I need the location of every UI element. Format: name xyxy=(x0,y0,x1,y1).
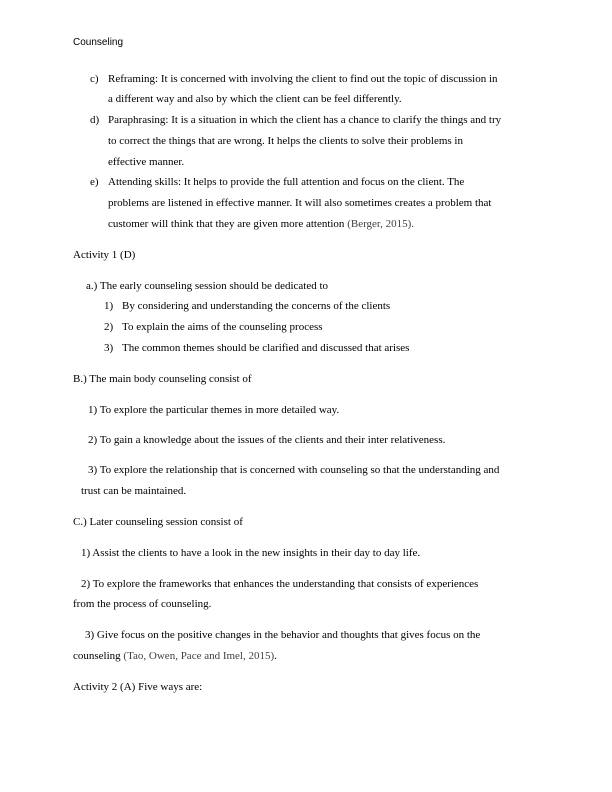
a-item3-num: 3) xyxy=(104,342,114,354)
section-a-label: a.) The early counseling session should be dedicated to xyxy=(86,280,329,292)
b-point3-line1: 3) To explore the relationship that is concerned with counseling so that the understanding and xyxy=(88,464,500,476)
section-b-label: B.) The main body counseling consist of xyxy=(73,373,252,385)
b-point1: 1) To explore the particular themes in more detailed way. xyxy=(88,404,340,416)
list-marker-e: e) xyxy=(90,176,99,188)
a-item2-num: 2) xyxy=(104,321,114,333)
c-point2-line2: from the process of counseling. xyxy=(73,598,212,610)
a-item1-text: By considering and understanding the concerns of the clients xyxy=(122,300,391,312)
c-point3-line1: 3) Give focus on the positive changes in the behavior and thoughts that gives focus on the xyxy=(85,629,481,641)
c-point3-end: . xyxy=(274,650,277,662)
item-c-line2: a different way and also by which the client can be feel differently. xyxy=(108,93,402,105)
b-point2: 2) To gain a knowledge about the issues of the clients and their inter relativeness. xyxy=(88,434,446,446)
item-d-line3: effective manner. xyxy=(108,156,185,168)
a-item3-text: The common themes should be clarified and discussed that arises xyxy=(122,342,410,354)
item-e-line3 xyxy=(108,217,414,231)
activity2-heading: Activity 2 (A) Five ways are: xyxy=(73,681,203,693)
list-marker-d: d) xyxy=(90,114,100,126)
item-c-line1: Reframing: It is concerned with involving the client to find out the topic of discussion in xyxy=(108,73,498,85)
list-marker-c: c) xyxy=(90,73,99,85)
a-item2-text: To explain the aims of the counseling process xyxy=(122,321,323,333)
citation-berger: (Berger, 2015). xyxy=(347,218,415,230)
a-item1-num: 1) xyxy=(104,300,114,312)
section-c-label: C.) Later counseling session consist of xyxy=(73,516,243,528)
running-header: Counseling xyxy=(73,37,124,48)
c-point3-line2-text: counseling xyxy=(73,650,124,662)
c-point2-line1: 2) To explore the frameworks that enhances the understanding that consists of experiences xyxy=(81,578,479,590)
item-e-line3-text: customer will think that they are given more attention xyxy=(108,218,348,230)
item-e-line1: Attending skills: It helps to provide the full attention and focus on the client. The xyxy=(108,176,465,188)
item-e-line2: problems are listened in effective manner. It will also sometimes creates a problem that xyxy=(108,197,492,209)
item-d-line2: to correct the things that are wrong. It helps the clients to solve their problems in xyxy=(108,135,463,147)
b-point3-line2: trust can be maintained. xyxy=(81,485,187,497)
item-d-line1: Paraphrasing: It is a situation in which the client has a chance to clarify the things and try xyxy=(108,114,502,126)
c-point3-line2 xyxy=(73,649,277,663)
citation-tao: (Tao, Owen, Pace and Imel, 2015) xyxy=(123,650,275,662)
activity1-heading: Activity 1 (D) xyxy=(73,249,136,261)
c-point1: 1) Assist the clients to have a look in the new insights in their day to day life. xyxy=(81,547,421,559)
